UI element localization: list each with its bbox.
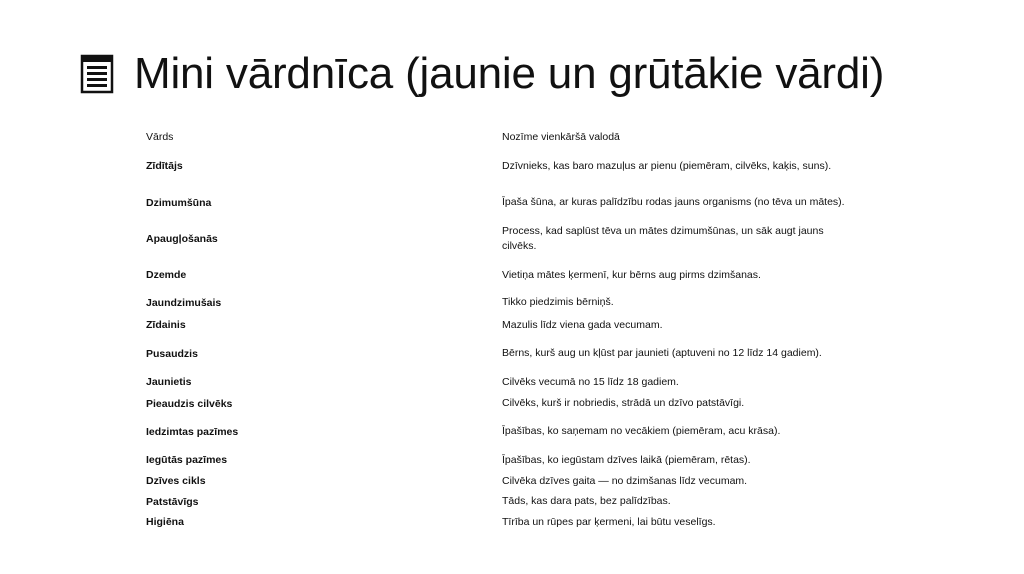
definition: Tikko piedzimis bērniņš. [502, 296, 614, 308]
table-row [146, 414, 866, 449]
table-row [146, 371, 866, 393]
term: Iegūtās pazīmes [146, 454, 228, 466]
definition: Cilvēks, kurš ir nobriedis, strādā un dzīvo patstāvīgi. [502, 397, 745, 409]
table-row [146, 259, 866, 291]
definition: Tīrība un rūpes par ķermeni, lai būtu veselīgs. [502, 515, 716, 528]
term: Pieaudzis cilvēks [146, 397, 233, 410]
definition: Bērns, kurš aug un kļūst par jaunieti (aptuveni no 12 līdz 14 gadiem). [502, 347, 822, 359]
definition: Dzīvnieks, kas baro mazuļus ar pienu (piemēram, cilvēks, kaķis, suns). [502, 159, 832, 172]
definition: Vietiņa mātes ķermenī, kur bērns aug pirms dzimšanas. [502, 268, 761, 281]
term: Jaundzimušais [146, 296, 222, 309]
table-row [146, 186, 866, 219]
table-row [146, 291, 866, 314]
definition: Mazulis līdz viena gada vecumam. [502, 318, 663, 331]
table-row [146, 449, 866, 471]
table-row [146, 471, 866, 491]
term: Jaunietis [146, 376, 192, 388]
table-row [146, 336, 866, 371]
term: Pusaudzis [146, 347, 198, 360]
definition: Tāds, kas dara pats, bez palīdzības. [502, 495, 671, 507]
definition: Cilvēks vecumā no 15 līdz 18 gadiem. [502, 375, 679, 388]
definition: Īpaša šūna, ar kuras palīdzību rodas jauns organisms (no tēva un mātes). [502, 196, 845, 208]
definition: Cilvēka dzīves gaita — no dzimšanas līdz vecumam. [502, 474, 748, 487]
slide-title [80, 49, 885, 98]
header-word: Vārds [146, 131, 174, 143]
table-row [146, 393, 866, 414]
term: Dzemde [146, 269, 187, 281]
term: Patstāvīgs [146, 495, 199, 508]
term: Iedzimtas pazīmes [146, 425, 239, 438]
page-title: Mini vārdnīca (jaunie un grūtākie vārdi) [134, 49, 885, 98]
table-header-row [146, 128, 866, 146]
notepad-icon [80, 54, 114, 94]
term: Zīdītājs [146, 160, 183, 172]
table-row [146, 146, 866, 186]
header-meaning: Nozīme vienkāršā valodā [502, 130, 620, 143]
term: Dzīves cikls [146, 475, 206, 487]
table-row [146, 314, 866, 336]
vocabulary-table [146, 128, 866, 532]
term: Zīdainis [146, 319, 186, 331]
table-row [146, 219, 866, 259]
definition: Īpašības, ko iegūstam dzīves laikā (piemēram, rētas). [502, 453, 751, 466]
table-row [146, 491, 866, 512]
definition: Īpašības, ko saņemam no vecākiem (piemēram, acu krāsa). [502, 425, 781, 437]
table-row [146, 512, 866, 532]
term: Apaugļošanās [146, 233, 218, 245]
term: Higiēna [146, 516, 184, 528]
term: Dzimumšūna [146, 196, 212, 209]
definition: Process, kad saplūst tēva un mātes dzimumšūnas, un sāk augt jauns cilvēks. [502, 225, 824, 252]
